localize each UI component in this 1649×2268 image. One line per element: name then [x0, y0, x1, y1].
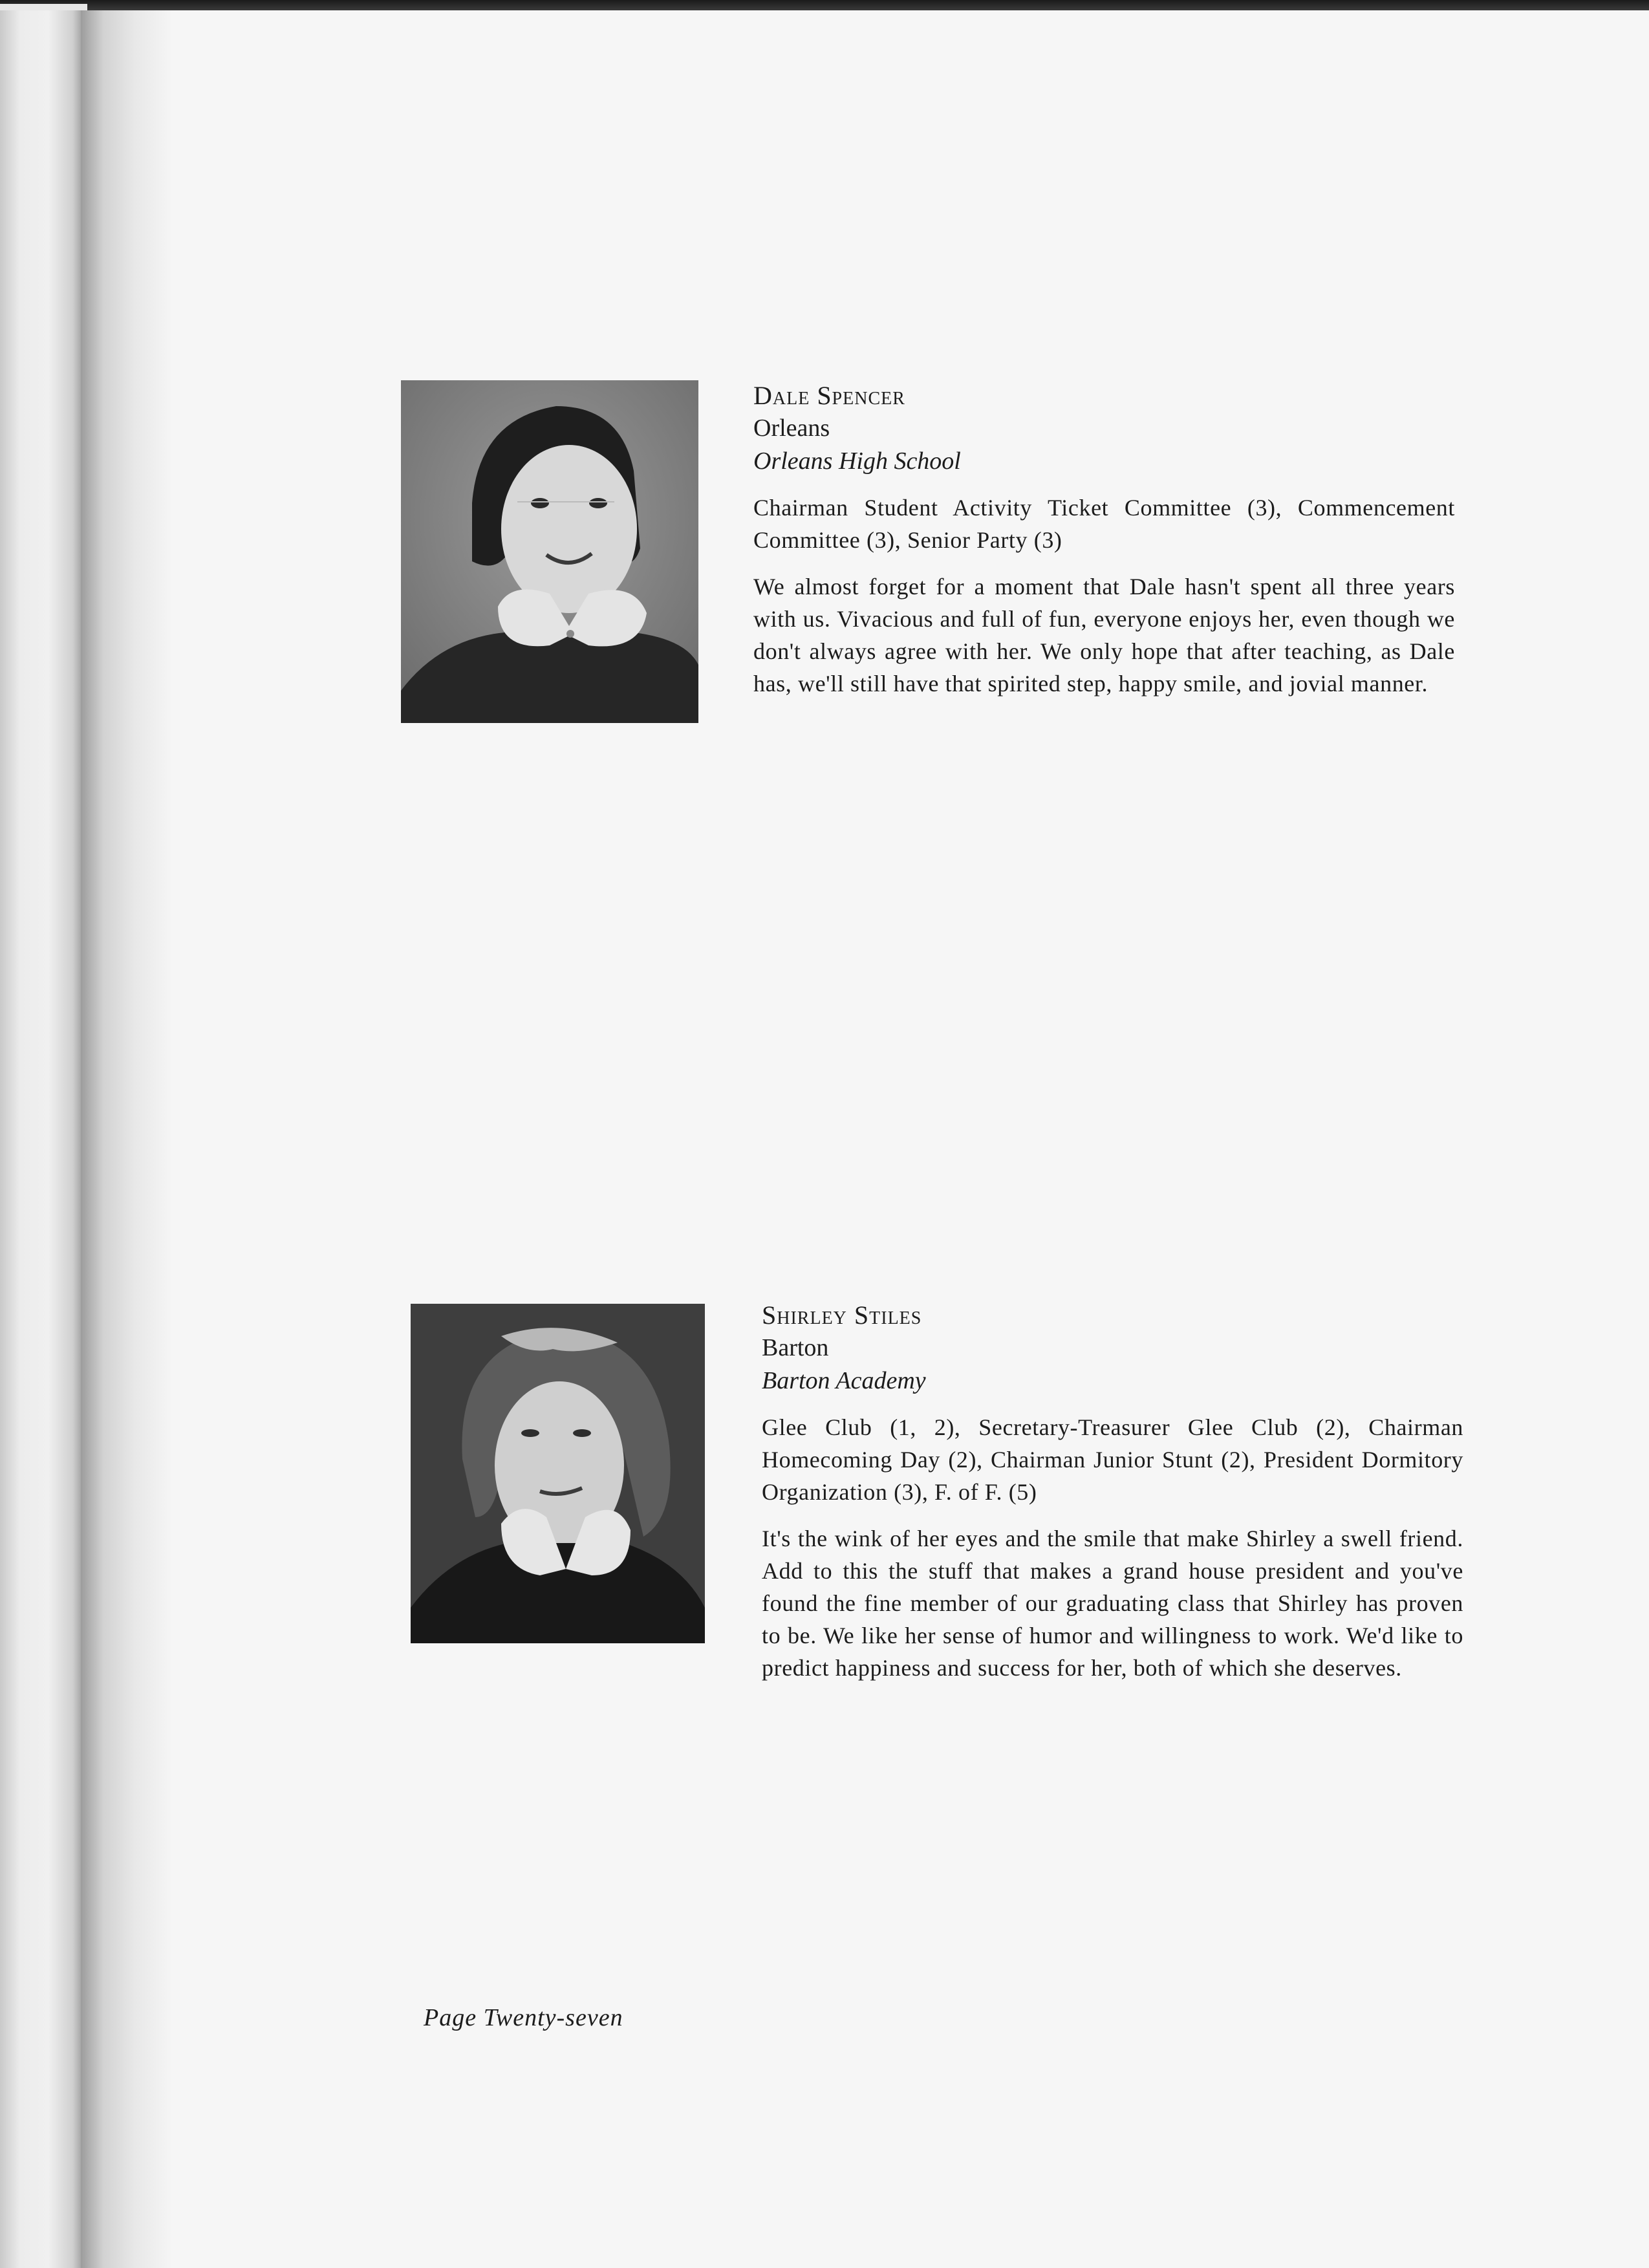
gutter-shadow	[81, 10, 171, 2268]
portrait-image	[411, 1304, 705, 1643]
portrait-photo-shirley-stiles	[411, 1304, 705, 1643]
student-entry-shirley-stiles	[762, 1300, 1463, 1684]
page-number-footer: Page Twenty-seven	[424, 2004, 623, 2031]
student-activities: Glee Club (1, 2), Secretary-Treasurer Glee Club (2), Chairman Homecoming Day (2), Chairman Junior Stunt (2), President Dormitory Organization (3), F. of F. (5)	[762, 1414, 1463, 1505]
yearbook-page	[171, 10, 1649, 2268]
book-spine	[0, 10, 81, 2268]
student-entry-dale-spencer	[753, 380, 1455, 700]
student-activities: Chairman Student Activity Ticket Committee (3), Commencement Committee (3), Senior Party (3)	[753, 495, 1455, 553]
student-name: Shirley Stiles	[762, 1301, 922, 1330]
student-name: Dale Spencer	[753, 381, 905, 410]
student-hometown: Orleans	[753, 415, 830, 442]
student-school: Barton Academy	[762, 1367, 926, 1394]
page-top-edge	[0, 0, 1649, 10]
student-bio: We almost forget for a moment that Dale hasn't spent all three years with us. Vivacious and full of fun, everyone enjoys her, even though we don't always agree with her. We only hope that after teaching, as Dale has, we'll still have that spirited step, happy smile, and jovial manner.	[753, 574, 1455, 697]
portrait-photo-dale-spencer	[401, 380, 698, 723]
portrait-image	[401, 380, 698, 723]
student-hometown: Barton	[762, 1334, 829, 1361]
student-school: Orleans High School	[753, 448, 961, 475]
student-bio: It's the wink of her eyes and the smile that make Shirley a swell friend. Add to this the stuff that makes a grand house president and you've found the fine member of our graduating class that Shirley has proven to be. We like her sense of humor and willingness to work. We'd like to predict happiness and success for her, both of which she deserves.	[762, 1526, 1463, 1681]
